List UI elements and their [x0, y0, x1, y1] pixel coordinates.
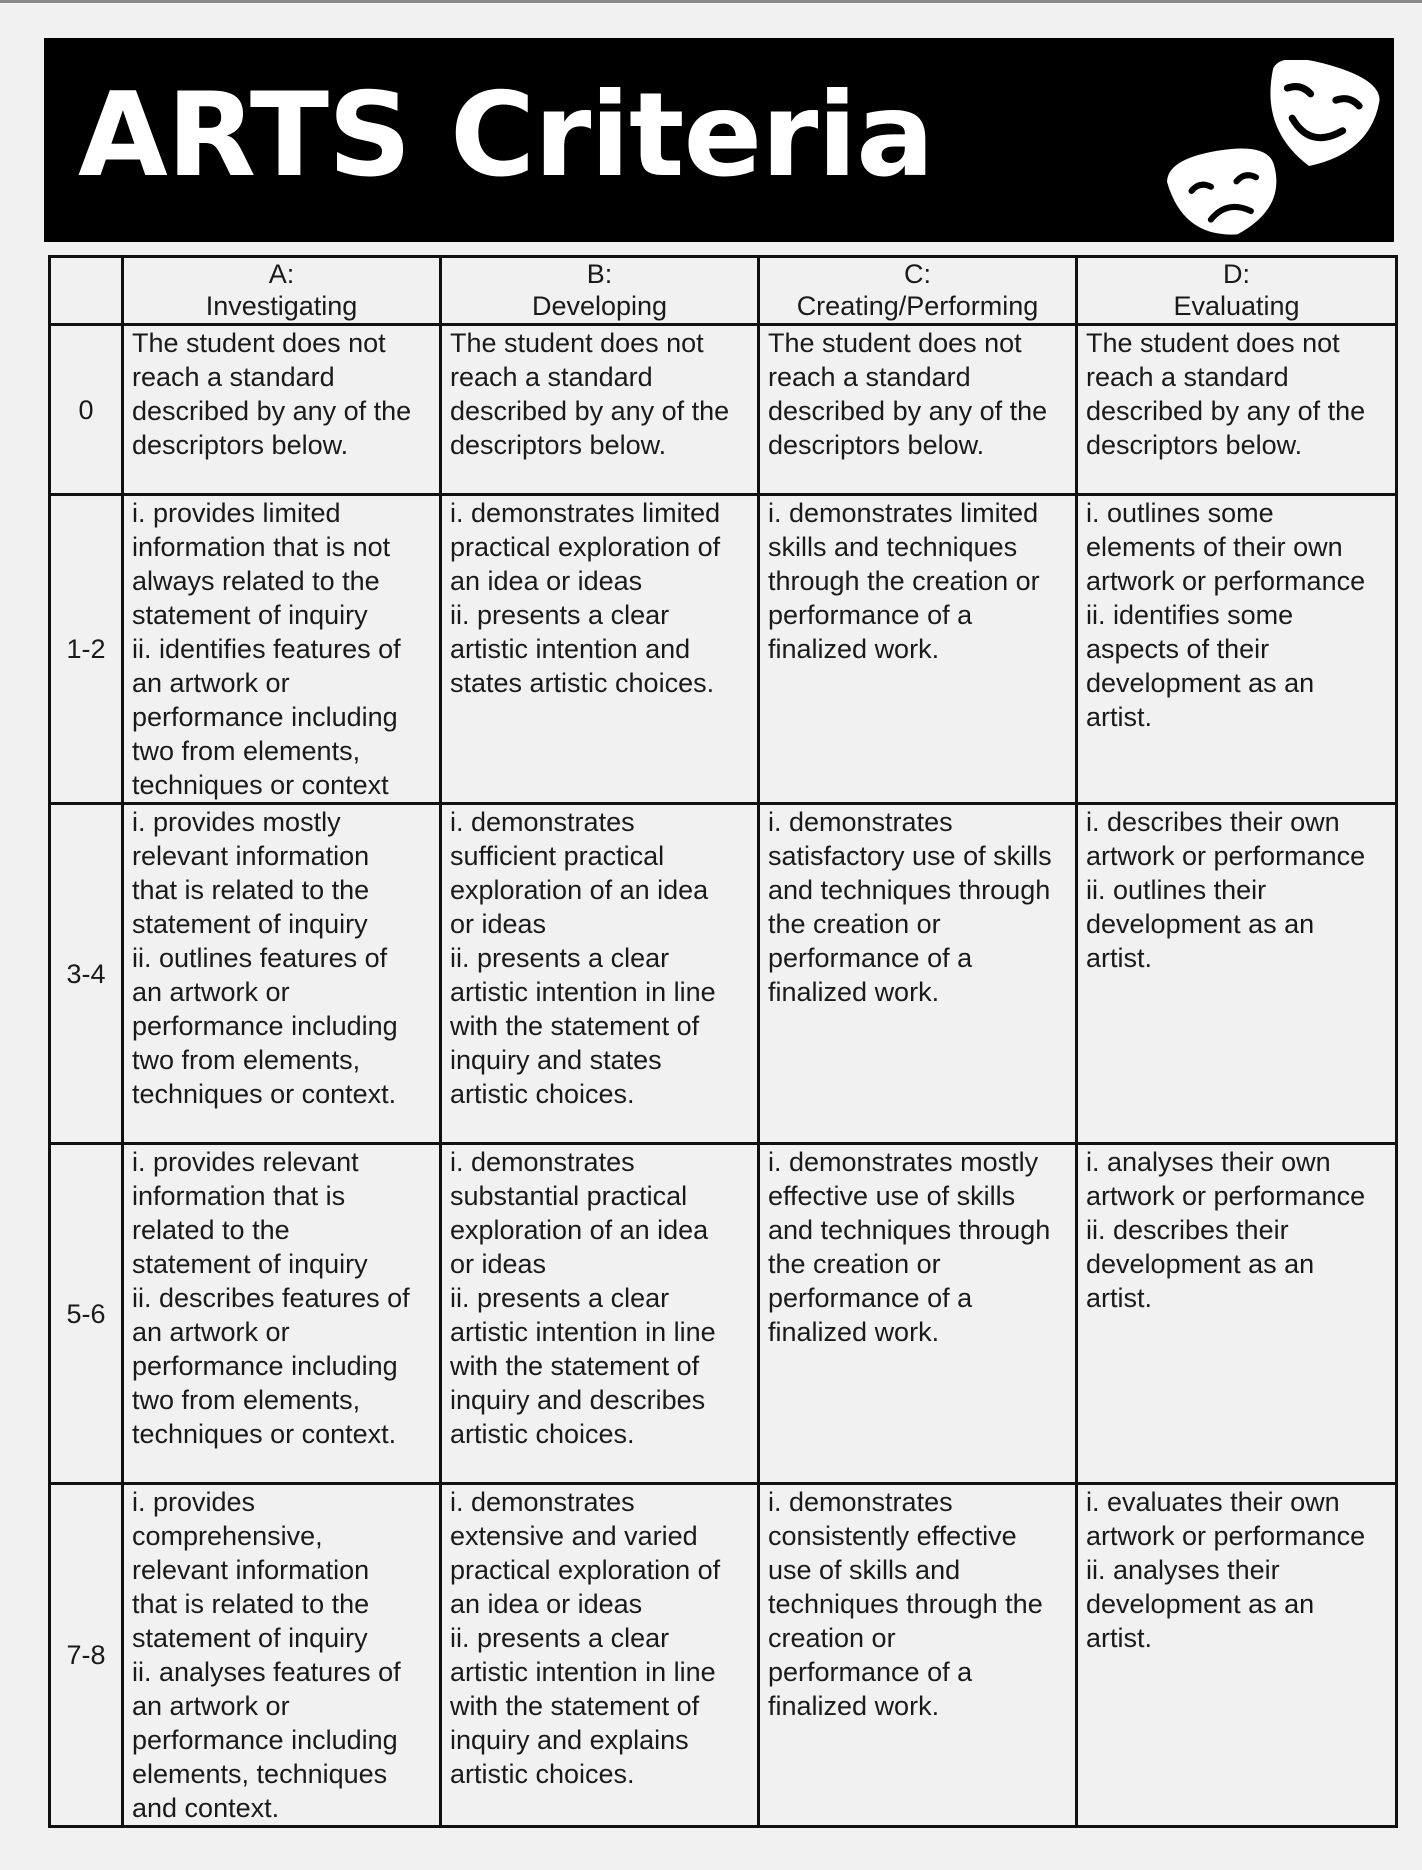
theatre-masks-icon — [1150, 60, 1380, 242]
descriptor-line: i. demonstrates limited — [450, 498, 721, 528]
descriptor-line: and techniques through — [768, 1215, 1051, 1245]
descriptor-line: finalized work. — [768, 977, 940, 1007]
descriptor-line: artwork or performance — [1086, 841, 1366, 871]
criterion-letter: D: — [1223, 259, 1250, 289]
descriptor-line: i. demonstrates — [450, 1487, 635, 1517]
criterion-name: Creating/Performing — [796, 291, 1039, 321]
criterion-c-cell — [759, 495, 1077, 804]
descriptor-line: ii. presents a clear — [450, 600, 670, 630]
table-row — [50, 495, 1397, 804]
descriptor-line: i. provides relevant — [132, 1147, 359, 1177]
level-cell: 3-4 — [50, 804, 123, 1144]
descriptor-line: with the statement of — [450, 1351, 700, 1381]
descriptor-line: two from elements, — [132, 1385, 361, 1415]
descriptor-line: performance of a — [768, 1283, 973, 1313]
descriptor-line: statement of inquiry — [132, 909, 368, 939]
descriptor-line: an idea or ideas — [450, 566, 643, 596]
descriptor-line: finalized work. — [768, 1317, 940, 1347]
page-title: ARTS Criteria — [78, 68, 934, 203]
descriptor-line: two from elements, — [132, 736, 361, 766]
descriptor-line: with the statement of — [450, 1691, 700, 1721]
criterion-letter: A: — [268, 259, 295, 289]
descriptor-line: ii. describes their — [1086, 1215, 1289, 1245]
descriptor-line: development as an — [1086, 1589, 1315, 1619]
descriptor-line: i. analyses their own — [1086, 1147, 1331, 1177]
header-row — [50, 257, 1397, 325]
descriptor-line: i. provides — [132, 1487, 256, 1517]
descriptor-line: ii. analyses their — [1086, 1555, 1280, 1585]
descriptor-line: ii. identifies features of — [132, 634, 401, 664]
descriptor-line: artwork or performance — [1086, 566, 1366, 596]
descriptor-line: an artwork or — [132, 668, 290, 698]
descriptor-line: elements of their own — [1086, 532, 1343, 562]
criteria-body — [50, 325, 1397, 1827]
descriptor-line: performance including — [132, 1351, 398, 1381]
descriptor-line: an idea or ideas — [450, 1589, 643, 1619]
criterion-d-cell — [1077, 1484, 1397, 1827]
criterion-name: Evaluating — [1173, 291, 1300, 321]
descriptor-line: i. demonstrates mostly — [768, 1147, 1039, 1177]
criterion-name: Investigating — [205, 291, 358, 321]
descriptor-line: artwork or performance — [1086, 1521, 1366, 1551]
descriptor-line: and context. — [132, 1793, 280, 1823]
descriptor-line: that is related to the — [132, 875, 370, 905]
descriptor-line: descriptors below. — [1086, 430, 1303, 460]
descriptor-line: ii. outlines their — [1086, 875, 1267, 905]
descriptor-line: the creation or — [768, 1249, 941, 1279]
descriptor-line: statement of inquiry — [132, 1249, 368, 1279]
descriptor-line: artistic choices. — [450, 1079, 635, 1109]
descriptor-line: information that is — [132, 1181, 346, 1211]
descriptor-line: substantial practical — [450, 1181, 688, 1211]
descriptor-line: development as an — [1086, 668, 1315, 698]
descriptor-line: i. provides limited — [132, 498, 341, 528]
descriptor-line: that is related to the — [132, 1589, 370, 1619]
descriptor-line: artist. — [1086, 1623, 1153, 1653]
descriptor-line: artist. — [1086, 702, 1153, 732]
criterion-d-cell — [1077, 1144, 1397, 1484]
descriptor-line: an artwork or — [132, 1691, 290, 1721]
descriptor-line: ii. describes features of — [132, 1283, 410, 1313]
descriptor-line: states artistic choices. — [450, 668, 715, 698]
descriptor-line: the creation or — [768, 909, 941, 939]
criterion-a-cell — [123, 1144, 441, 1484]
descriptor-line: performance of a — [768, 1657, 973, 1687]
descriptor-line: The student does not — [132, 328, 386, 358]
descriptor-line: performance including — [132, 1725, 398, 1755]
descriptor-line: reach a standard — [768, 362, 971, 392]
criterion-a-cell — [123, 804, 441, 1144]
descriptor-line: i. provides mostly — [132, 807, 341, 837]
descriptor-line: relevant information — [132, 841, 370, 871]
table-row — [50, 325, 1397, 495]
descriptor-line: and techniques through — [768, 875, 1051, 905]
descriptor-line: artist. — [1086, 1283, 1153, 1313]
descriptor-line: information that is not — [132, 532, 391, 562]
descriptor-line: two from elements, — [132, 1045, 361, 1075]
criterion-b-cell — [441, 325, 759, 495]
descriptor-line: i. demonstrates — [768, 807, 953, 837]
descriptor-line: i. demonstrates — [450, 807, 635, 837]
criterion-a-cell — [123, 1484, 441, 1827]
descriptor-line: aspects of their — [1086, 634, 1270, 664]
descriptor-line: The student does not — [768, 328, 1022, 358]
descriptor-line: use of skills and — [768, 1555, 961, 1585]
descriptor-line: ii. outlines features of — [132, 943, 388, 973]
descriptor-line: inquiry and describes — [450, 1385, 706, 1415]
descriptor-line: artistic intention and — [450, 634, 691, 664]
descriptor-line: comprehensive, — [132, 1521, 323, 1551]
descriptor-line: exploration of an idea — [450, 875, 709, 905]
criterion-d-cell — [1077, 804, 1397, 1144]
criterion-name: Developing — [531, 291, 668, 321]
descriptor-line: sufficient practical — [450, 841, 665, 871]
criterion-c-cell — [759, 1144, 1077, 1484]
descriptor-line: artistic intention in line — [450, 1657, 716, 1687]
descriptor-line: described by any of the — [132, 396, 412, 426]
descriptor-line: development as an — [1086, 1249, 1315, 1279]
criterion-a-header — [123, 257, 441, 325]
descriptor-line: an artwork or — [132, 977, 290, 1007]
descriptor-line: i. evaluates their own — [1086, 1487, 1340, 1517]
descriptor-line: described by any of the — [768, 396, 1048, 426]
descriptor-line: artistic intention in line — [450, 1317, 716, 1347]
descriptor-line: i. demonstrates limited — [768, 498, 1039, 528]
descriptor-line: artistic choices. — [450, 1759, 635, 1789]
descriptor-line: i. demonstrates — [450, 1147, 635, 1177]
descriptor-line: techniques or context — [132, 770, 389, 800]
descriptor-line: performance of a — [768, 943, 973, 973]
descriptor-line: i. describes their own — [1086, 807, 1340, 837]
criterion-c-cell — [759, 804, 1077, 1144]
criterion-c-header — [759, 257, 1077, 325]
descriptor-line: ii. presents a clear — [450, 1283, 670, 1313]
descriptor-line: reach a standard — [132, 362, 335, 392]
descriptor-line: descriptors below. — [768, 430, 985, 460]
descriptor-line: performance including — [132, 1011, 398, 1041]
descriptor-line: finalized work. — [768, 1691, 940, 1721]
level-cell: 5-6 — [50, 1144, 123, 1484]
descriptor-line: techniques or context. — [132, 1419, 397, 1449]
descriptor-line: consistently effective — [768, 1521, 1017, 1551]
descriptor-line: inquiry and states — [450, 1045, 662, 1075]
level-column-header — [50, 257, 123, 325]
descriptor-line: techniques or context. — [132, 1079, 397, 1109]
descriptor-line: The student does not — [1086, 328, 1340, 358]
criterion-b-cell — [441, 1484, 759, 1827]
level-cell: 7-8 — [50, 1484, 123, 1827]
criterion-c-cell — [759, 325, 1077, 495]
descriptor-line: development as an — [1086, 909, 1315, 939]
descriptor-line: reach a standard — [450, 362, 653, 392]
descriptor-line: elements, techniques — [132, 1759, 388, 1789]
criterion-b-cell — [441, 1144, 759, 1484]
descriptor-line: i. outlines some — [1086, 498, 1274, 528]
descriptor-line: ii. presents a clear — [450, 1623, 670, 1653]
descriptor-line: or ideas — [450, 909, 547, 939]
descriptor-line: practical exploration of — [450, 1555, 721, 1585]
descriptor-line: exploration of an idea — [450, 1215, 709, 1245]
descriptor-line: ii. analyses features of — [132, 1657, 401, 1687]
table-row — [50, 1144, 1397, 1484]
title-banner — [44, 38, 1394, 242]
criterion-b-cell — [441, 804, 759, 1144]
criterion-d-cell — [1077, 495, 1397, 804]
criterion-c-cell — [759, 1484, 1077, 1827]
descriptor-line: reach a standard — [1086, 362, 1289, 392]
criterion-b-header — [441, 257, 759, 325]
descriptor-line: satisfactory use of skills — [768, 841, 1052, 871]
descriptor-line: an artwork or — [132, 1317, 290, 1347]
descriptor-line: statement of inquiry — [132, 600, 368, 630]
descriptor-line: descriptors below. — [132, 430, 349, 460]
descriptor-line: skills and techniques — [768, 532, 1018, 562]
criterion-a-cell — [123, 325, 441, 495]
level-cell: 1-2 — [50, 495, 123, 804]
criterion-d-cell — [1077, 325, 1397, 495]
descriptor-line: described by any of the — [1086, 396, 1366, 426]
criterion-a-cell — [123, 495, 441, 804]
descriptor-line: The student does not — [450, 328, 704, 358]
descriptor-line: finalized work. — [768, 634, 940, 664]
level-cell: 0 — [50, 325, 123, 495]
descriptor-line: extensive and varied — [450, 1521, 698, 1551]
descriptor-line: descriptors below. — [450, 430, 667, 460]
criterion-letter: B: — [586, 259, 613, 289]
criterion-letter: C: — [904, 259, 931, 289]
criteria-table — [48, 255, 1398, 1828]
descriptor-line: relevant information — [132, 1555, 370, 1585]
descriptor-line: inquiry and explains — [450, 1725, 689, 1755]
descriptor-line: with the statement of — [450, 1011, 700, 1041]
descriptor-line: artist. — [1086, 943, 1153, 973]
descriptor-line: i. demonstrates — [768, 1487, 953, 1517]
descriptor-line: artistic intention in line — [450, 977, 716, 1007]
descriptor-line: artwork or performance — [1086, 1181, 1366, 1211]
descriptor-line: ii. presents a clear — [450, 943, 670, 973]
criterion-b-cell — [441, 495, 759, 804]
descriptor-line: techniques through the — [768, 1589, 1043, 1619]
table-row — [50, 804, 1397, 1144]
descriptor-line: ii. identifies some — [1086, 600, 1294, 630]
descriptor-line: creation or — [768, 1623, 896, 1653]
table-row — [50, 1484, 1397, 1827]
top-divider — [0, 0, 1422, 3]
descriptor-line: described by any of the — [450, 396, 730, 426]
descriptor-line: artistic choices. — [450, 1419, 635, 1449]
descriptor-line: statement of inquiry — [132, 1623, 368, 1653]
descriptor-line: or ideas — [450, 1249, 547, 1279]
descriptor-line: through the creation or — [768, 566, 1040, 596]
descriptor-line: performance of a — [768, 600, 973, 630]
descriptor-line: related to the — [132, 1215, 290, 1245]
descriptor-line: effective use of skills — [768, 1181, 1016, 1211]
descriptor-line: always related to the — [132, 566, 380, 596]
criterion-d-header — [1077, 257, 1397, 325]
descriptor-line: practical exploration of — [450, 532, 721, 562]
descriptor-line: performance including — [132, 702, 398, 732]
